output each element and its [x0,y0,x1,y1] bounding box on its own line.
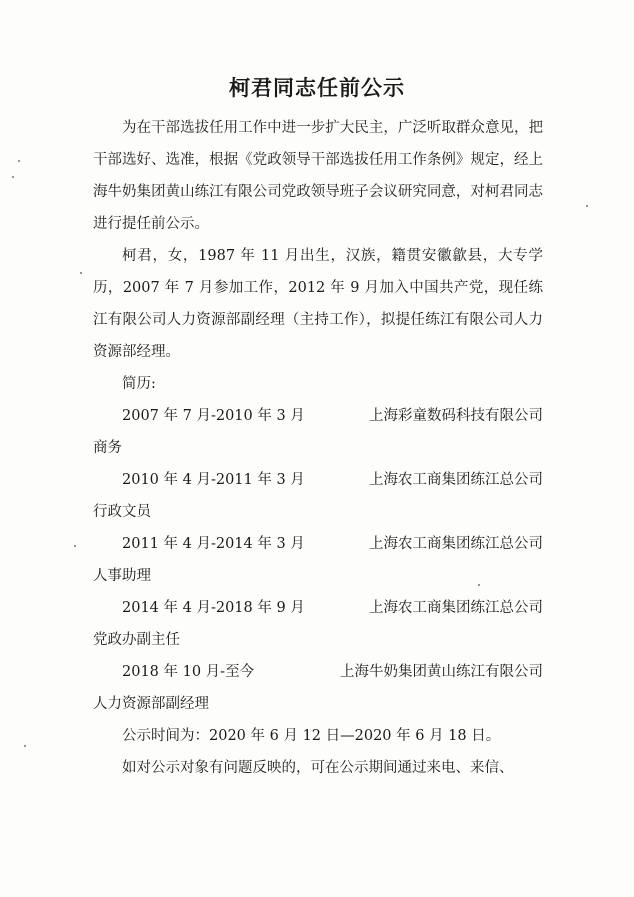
document-body [93,112,543,784]
document-title: 柯君同志任前公示 [229,76,405,100]
resume-entry [93,656,543,720]
resume-period: 2018 年 10 月-至今 [122,664,255,680]
resume-entry [93,528,543,592]
resume-heading: 简历: [122,376,156,392]
candidate-profile-paragraph: 柯君，女，1987 年 11 月出生，汉族，籍贯安徽歙县，大专学历，2007 年 7 月参加工作，2012 年 9 月加入中国共产党，现任练江有限公司人力资源部副经理（主持工作），拟提任练江有限公司人力资源部经理。 [93,248,543,360]
resume-period: 2011 年 4 月-2014 年 3 月 [122,536,305,552]
scan-speck [586,205,588,207]
resume-period: 2014 年 4 月-2018 年 9 月 [122,600,305,616]
resume-role: 人事助理 [93,568,151,584]
closing-paragraph: 如对公示对象有问题反映的，可在公示期间通过来电、来信、 [122,760,514,776]
scan-speck [24,745,26,747]
scan-speck [478,584,480,586]
resume-entry [93,400,543,464]
resume-entry [93,464,543,528]
resume-role: 商务 [93,440,122,456]
resume-role: 行政文员 [93,504,151,520]
resume-organization: 上海农工商集团练江总公司 [369,600,543,616]
scan-speck [74,545,76,547]
resume-period: 2007 年 7 月-2010 年 3 月 [122,408,305,424]
resume-organization: 上海农工商集团练江总公司 [369,472,543,488]
resume-role: 党政办副主任 [93,632,180,648]
resume-organization: 上海农工商集团练江总公司 [369,536,543,552]
scan-speck [18,160,20,162]
scan-speck [80,272,82,274]
resume-organization: 上海彩童数码科技有限公司 [369,408,543,424]
resume-organization: 上海牛奶集团黄山练江有限公司 [340,664,543,680]
notice-period: 公示时间为：2020 年 6 月 12 日—2020 年 6 月 18 日。 [122,728,501,744]
resume-role: 人力资源部副经理 [93,696,209,712]
scan-speck [12,176,14,178]
resume-entry [93,592,543,656]
resume-period: 2010 年 4 月-2011 年 3 月 [122,472,305,488]
intro-paragraph: 为在干部选拔任用工作中进一步扩大民主，广泛听取群众意见，把干部选好、选准，根据《党政领导干部选拔任用工作条例》规定，经上海牛奶集团黄山练江有限公司党政领导班子会议研究同意，对柯君同志进行提任前公示。 [93,120,543,232]
